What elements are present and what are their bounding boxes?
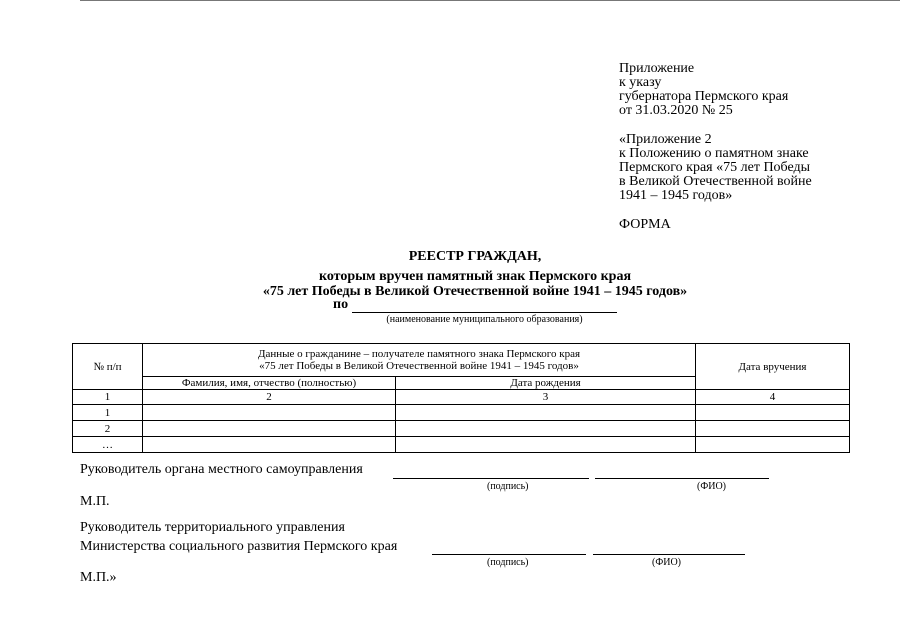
form-label: ФОРМА [619,217,671,232]
row-birth-cell[interactable] [396,437,696,453]
row-date-cell[interactable] [696,437,850,453]
appendix2-line: «Приложение 2 [619,132,712,147]
signature-line[interactable] [393,478,589,479]
table-row [73,437,850,453]
header-num-label: № п/п [93,360,122,373]
head-local-label: Руководитель органа местного самоуправления [80,462,363,477]
header-data-group-line2: «75 лет Победы в Великой Отечественной войне 1941 – 1945 годов» [259,360,579,372]
appendix-line: к указу [619,75,662,90]
row-date-cell[interactable] [696,421,850,437]
stamp-place-label: М.П. [80,494,110,509]
head-territorial-label: Руководитель территориального управления [80,520,345,535]
row-num: 1 [73,405,143,421]
appendix-line: Приложение [619,61,695,76]
appendix2-block [619,133,812,203]
table-row [73,421,850,437]
signature-caption: (подпись) [487,481,529,492]
header-fio: Фамилия, имя, отчество (полностью) [143,377,396,390]
table-row [73,405,850,421]
municipality-caption: (наименование муниципального образования) [386,314,583,325]
appendix-block [619,62,788,118]
appendix2-line: к Положению о памятном знаке [619,146,809,161]
appendix-line: от 31.03.2020 № 25 [619,103,733,118]
fio-line[interactable] [595,478,769,479]
row-num: 2 [73,421,143,437]
top-border-line [80,0,900,1]
row-fio-cell[interactable] [143,421,396,437]
row-birth-cell[interactable] [396,421,696,437]
column-number: 2 [143,390,396,405]
appendix2-line: 1941 – 1945 годов» [619,188,733,203]
document-subtitle-2: «75 лет Победы в Великой Отечественной войне 1941 – 1945 годов» [262,284,688,299]
document-title: РЕЕСТР ГРАЖДАН, [408,249,542,264]
row-num: … [73,437,143,453]
fio-line[interactable] [593,554,745,555]
header-data-group [143,344,696,377]
stamp-place-label: М.П.» [80,570,117,585]
fio-caption: (ФИО) [652,557,682,568]
signature-line[interactable] [432,554,586,555]
appendix2-line: Пермского края «75 лет Победы [619,160,811,175]
header-birth-date: Дата рождения [396,377,696,390]
fio-caption: (ФИО) [697,481,727,492]
row-date-cell[interactable] [696,405,850,421]
signature-caption: (подпись) [487,557,529,568]
row-fio-cell[interactable] [143,405,396,421]
header-data-group-line1: Данные о гражданине – получателе памятного знака Пермского края [257,348,581,360]
row-birth-cell[interactable] [396,405,696,421]
ministry-label: Министерства социального развития Пермского края [80,539,398,554]
appendix2-line: в Великой Отечественной войне [619,174,812,189]
row-fio-cell[interactable] [143,437,396,453]
appendix-line: губернатора Пермского края [619,89,789,104]
header-num [73,344,143,390]
header-award-date: Дата вручения [696,344,850,390]
registry-table [72,343,850,453]
column-number: 3 [396,390,696,405]
document-subtitle: которым вручен памятный знак Пермского края [318,269,632,284]
municipality-fill-line [352,312,617,313]
column-number: 1 [73,390,143,405]
po-label: по [333,297,349,312]
column-number: 4 [696,390,850,405]
